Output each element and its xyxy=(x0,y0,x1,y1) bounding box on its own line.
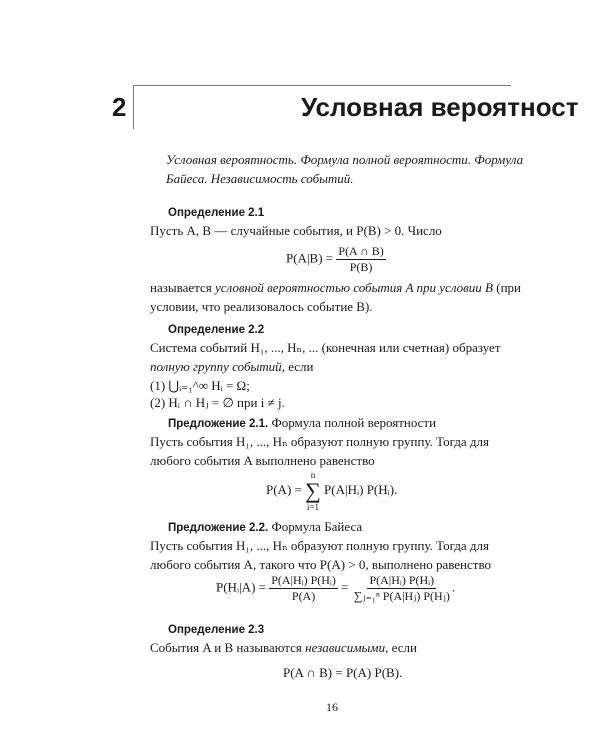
defined-term: полную группу событий xyxy=(150,359,282,374)
text-part: , если xyxy=(281,359,314,374)
formula-end: . xyxy=(451,579,456,595)
defined-term: независимыми xyxy=(305,640,386,655)
proposition-2-2-heading xyxy=(168,517,362,538)
chapter-frame-vertical-rule xyxy=(133,85,134,129)
proposition-2-1-text: Пусть события H₁, ..., Hₙ образуют полную группу. Тогда для любого события A выполнено равенство xyxy=(150,434,489,468)
definition-2-3-text xyxy=(150,638,522,657)
heading-rest: Формула полной вероятности xyxy=(271,415,437,430)
definition-2-2-heading: Определение 2.2 xyxy=(168,324,265,336)
fraction-denominator: P(B) xyxy=(349,260,373,274)
definition-2-2-item-2: (2) Hᵢ ∩ Hⱼ = ∅ при i ≠ j. xyxy=(150,395,285,410)
fraction xyxy=(336,244,385,275)
text-part: , если xyxy=(385,640,417,655)
formula-lhs: P(A|B) = xyxy=(286,250,334,266)
formula-rhs: P(A|Hᵢ) P(Hᵢ). xyxy=(324,481,398,497)
heading-rest: Формула Байеса xyxy=(271,519,363,534)
sum-operator xyxy=(305,470,321,512)
page-number: 16 xyxy=(326,700,338,714)
fraction xyxy=(352,573,452,604)
definition-2-3-heading: Определение 2.3 xyxy=(168,624,265,636)
proposition-2-1-heading xyxy=(168,413,436,434)
definition-2-2-item-1: (1) ⋃ᵢ₌₁^∞ Hᵢ = Ω; xyxy=(150,378,250,393)
definition-2-1-lead: Пусть A, B — случайные события, и P(B) > 0. Число xyxy=(150,223,442,238)
proposition-2-2-text: Пусть события H₁, ..., Hₙ образуют полную группу. Тогда для любого события A, такого что P(A) > 0, выполнено равенство xyxy=(150,538,492,572)
sum-lower-limit: i=1 xyxy=(306,502,319,512)
equals-sign: = xyxy=(341,579,349,595)
fraction-numerator: P(A|Hᵢ) P(Hᵢ) xyxy=(271,573,336,587)
heading-bold: Предложение 2.1. xyxy=(168,418,269,430)
definition-2-1-text xyxy=(150,278,522,316)
fraction-denominator: ∑ⱼ₌₁ⁿ P(A|Hⱼ) P(Hⱼ) xyxy=(353,589,450,603)
definition-2-1-heading: Определение 2.1 xyxy=(168,207,265,219)
conditional-probability-formula xyxy=(286,244,386,275)
fraction xyxy=(269,573,338,604)
heading-bold: Предложение 2.2. xyxy=(168,522,269,534)
text-part: Система событий H₁, ..., Hₙ, ... (конечная или счетная) образует xyxy=(150,340,501,355)
fraction-numerator: P(A|Hᵢ) P(Hᵢ) xyxy=(369,573,435,587)
chapter-number: 2 xyxy=(112,92,127,122)
defined-term: условной вероятностью события A при условии B xyxy=(214,280,493,295)
total-probability-formula xyxy=(266,470,397,512)
definition-2-2-text xyxy=(150,338,522,376)
chapter-title: Условная вероятност xyxy=(301,92,579,122)
formula-lhs: P(A) = xyxy=(266,481,302,497)
sum-upper-limit: n xyxy=(310,470,316,480)
sum-sign: ∑ xyxy=(305,478,321,503)
independence-formula: P(A ∩ B) = P(A) P(B). xyxy=(283,665,403,680)
formula-lhs: P(Hᵢ|A) = xyxy=(216,579,266,595)
bayes-formula xyxy=(216,573,455,604)
chapter-frame-horizontal-rule xyxy=(133,85,511,86)
fraction-denominator: P(A) xyxy=(291,589,316,603)
text-part: (при условии, что реализовалось событие B). xyxy=(150,280,521,314)
text-part: называется xyxy=(150,280,212,295)
chapter-intro: Условная вероятность. Формула полной вероятности. Формула Байеса. Независимость событий. xyxy=(166,152,524,186)
fraction-numerator: P(A ∩ B) xyxy=(338,244,384,258)
text-part: События A и B называются xyxy=(150,640,302,655)
